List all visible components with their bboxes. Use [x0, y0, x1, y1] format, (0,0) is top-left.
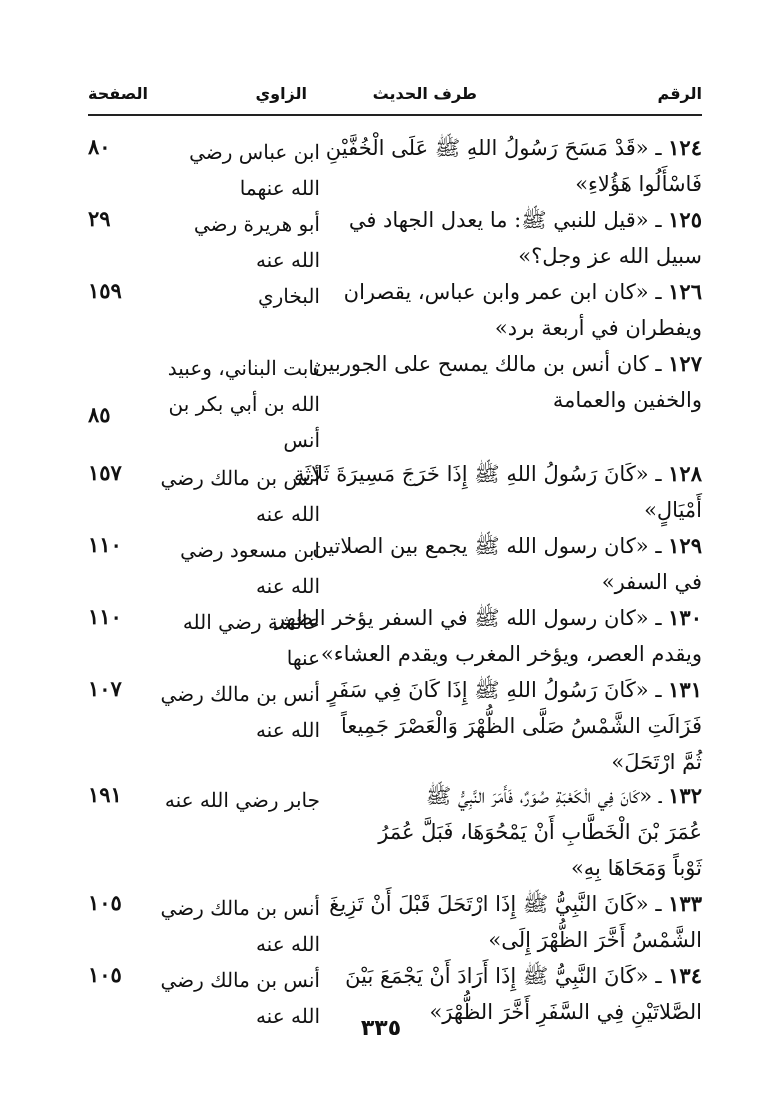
- table-header: [88, 84, 702, 114]
- number-separator: ـ: [648, 964, 669, 988]
- page-reference: ١٩١: [88, 782, 122, 807]
- narrator: ابن مسعود رضي الله عنه: [180, 538, 320, 598]
- narrator: أنس بن مالك رضي الله عنه: [160, 968, 320, 1028]
- hadith-text: [342, 274, 702, 346]
- hadith-number: ١٢٦: [668, 279, 702, 304]
- narrator: عائشة رضي الله عنها: [182, 610, 320, 670]
- header-page: الصفحة: [88, 84, 149, 103]
- number-separator: ـ: [648, 136, 669, 160]
- table-row: [88, 450, 702, 526]
- hadith-line-1: [342, 202, 702, 238]
- number-separator: ـ: [648, 606, 669, 630]
- narrator: أنس بن مالك رضي الله عنه: [160, 466, 320, 526]
- hadith-text: [342, 778, 702, 886]
- number-separator: ـ: [648, 534, 669, 558]
- hadith-line-1-text: كان أنس بن مالك يمسح على الجوربين: [312, 352, 649, 376]
- hadith-number: ١٢٧: [668, 351, 702, 376]
- table-row: [88, 772, 702, 880]
- header-rule: [88, 114, 702, 116]
- hadith-text: [329, 886, 702, 958]
- number-separator: ـ: [648, 280, 669, 304]
- hadith-number: ١٣٣: [668, 891, 702, 916]
- hadith-line-1-text: «كان رسول الله ﷺ في السفر يؤخر الظهر: [274, 606, 649, 630]
- narrator: أنس بن مالك رضي الله عنه: [160, 896, 320, 956]
- hadith-line-3: ثُمَّ ارْتَحَلَ»: [611, 750, 702, 774]
- hadith-line-1: [342, 778, 702, 814]
- narrator: أنس بن مالك رضي الله عنه: [160, 682, 320, 742]
- hadith-number: ١٣١: [668, 677, 702, 702]
- hadith-line-1-text: «قَدْ مَسَحَ رَسُولُ اللهِ ﷺ عَلَى الْخُفَّيْنِ: [325, 136, 649, 160]
- hadith-line-1: [329, 886, 702, 922]
- hadith-line-1: [294, 456, 702, 492]
- number-separator: ـ: [652, 784, 669, 808]
- narrator: ابن عباس رضي الله عنهما: [189, 140, 320, 200]
- hadith-line-1: [312, 346, 702, 382]
- hadith-number: ١٣٤: [668, 963, 702, 988]
- hadith-text: [312, 528, 702, 600]
- page-reference: ١٥٩: [88, 278, 122, 303]
- hadith-text: [294, 456, 702, 528]
- hadith-number: ١٢٥: [668, 207, 702, 232]
- hadith-number: ١٢٤: [668, 135, 702, 160]
- hadith-line-1-text: «كَانَ النَّبِيُّ ﷺ إِذَا ارْتَحَلَ قَبْلَ أَنْ تَزِيغَ: [329, 892, 649, 916]
- table-row: [88, 268, 702, 340]
- header-narrator: الزاوي: [255, 84, 307, 103]
- number-separator: ـ: [648, 892, 669, 916]
- hadith-line-1: [342, 958, 702, 994]
- page-reference: ١٥٧: [88, 460, 122, 485]
- hadith-line-2: عُمَرَ بْنَ الْخَطَّابِ أَنْ يَمْحُوَهَا، فَبَلَّ عُمَرُ: [378, 820, 702, 844]
- hadith-line-2: الشَّمْسُ أَخَّرَ الظُّهْرَ إِلَى»: [488, 928, 702, 952]
- table-row: [88, 952, 702, 1028]
- hadith-line-1-text: «كَانَ رَسُولُ اللهِ ﷺ إِذَا خَرَجَ مَسِيرَةَ ثَلاثَةِ: [294, 462, 649, 486]
- number-separator: ـ: [648, 462, 669, 486]
- hadith-line-1: [312, 528, 702, 564]
- hadith-text: [274, 600, 702, 672]
- hadith-number: ١٢٨: [668, 461, 702, 486]
- hadith-line-1: [325, 130, 702, 166]
- hadith-index-table: [88, 124, 702, 1028]
- hadith-line-1-text: «قيل للنبي ﷺ: ما يعدل الجهاد في: [348, 208, 649, 232]
- table-row: [88, 594, 702, 670]
- table-row: [88, 196, 702, 272]
- table-row: [88, 666, 702, 772]
- hadith-text: [327, 672, 702, 780]
- hadith-line-2: سبيل الله عز وجل؟»: [518, 244, 702, 268]
- page-reference: ١١٠: [88, 532, 122, 557]
- hadith-number: ١٣٠: [668, 605, 702, 630]
- hadith-line-2: الصَّلاتَيْنِ فِي السَّفَرِ أَخَّرَ الظُّهْرَ»: [429, 1000, 702, 1024]
- hadith-text: [325, 130, 702, 202]
- narrator: جابر رضي الله عنه: [164, 788, 320, 812]
- hadith-line-1-text: «كَانَ رَسُولُ اللهِ ﷺ إِذَا كَانَ فِي سَفَرٍ: [327, 678, 649, 702]
- hadith-number: ١٢٩: [668, 533, 702, 558]
- hadith-line-1: [342, 274, 702, 310]
- hadith-line-1-text: «كَانَ فِي الْكَعْبَةِ صُوَرٌ، فَأَمَرَ النَّبِيُّ ﷺ: [425, 784, 653, 808]
- page-number: ٣٣٥: [360, 1016, 402, 1041]
- hadith-line-1-text: «كان ابن عمر وابن عباس، يقصران: [343, 280, 649, 304]
- page-reference: ٨٥: [88, 402, 111, 427]
- hadith-text: [312, 346, 702, 418]
- page-reference: ٨٠: [88, 134, 111, 159]
- hadith-line-1: [274, 600, 702, 636]
- table-row: [88, 880, 702, 956]
- hadith-line-2: في السفر»: [601, 570, 702, 594]
- hadith-line-1: [327, 672, 702, 708]
- hadith-number: ١٣٢: [668, 783, 702, 808]
- header-number: الرقم: [657, 84, 702, 103]
- hadith-text: [342, 202, 702, 274]
- hadith-line-1-text: «كَانَ النَّبِيُّ ﷺ إِذَا أَرَادَ أَنْ يَجْمَعَ بَيْنَ: [345, 964, 649, 988]
- hadith-line-3: ثَوْباً وَمَحَاهَا بِهِ»: [570, 856, 702, 880]
- table-row: [88, 340, 702, 450]
- header-hadith: طرف الحديث: [372, 84, 477, 103]
- page-reference: ١٠٧: [88, 676, 122, 701]
- narrator: ثابت البناني، وعبيد الله بن أبي بكر بن أنس: [167, 356, 320, 452]
- page-reference: ١٠٥: [88, 962, 122, 987]
- table-row: [88, 124, 702, 200]
- table-row: [88, 522, 702, 598]
- page-reference: ١٠٥: [88, 890, 122, 915]
- number-separator: ـ: [648, 678, 669, 702]
- hadith-line-1-text: «كان رسول الله ﷺ يجمع بين الصلاتين: [312, 534, 649, 558]
- hadith-line-2: ويفطران في أربعة برد»: [494, 316, 702, 340]
- hadith-line-2: فَزَالَتِ الشَّمْسُ صَلَّى الظُّهْرَ وَالْعَصْرَ جَمِيعاً: [340, 714, 702, 738]
- narrator: أبو هريرة رضي الله عنه: [193, 212, 320, 272]
- hadith-line-2: أَمْيَالٍ»: [644, 498, 702, 522]
- hadith-line-2: فَاسْأَلُوا هَؤُلاءِ»: [575, 172, 702, 196]
- page-reference: ٢٩: [88, 206, 111, 231]
- hadith-line-2: والخفين والعمامة: [552, 388, 702, 412]
- hadith-line-2: ويقدم العصر، ويؤخر المغرب ويقدم العشاء»: [320, 642, 702, 666]
- narrator: البخاري: [257, 284, 320, 308]
- page-reference: ١١٠: [88, 604, 122, 629]
- number-separator: ـ: [648, 208, 669, 232]
- number-separator: ـ: [648, 352, 669, 376]
